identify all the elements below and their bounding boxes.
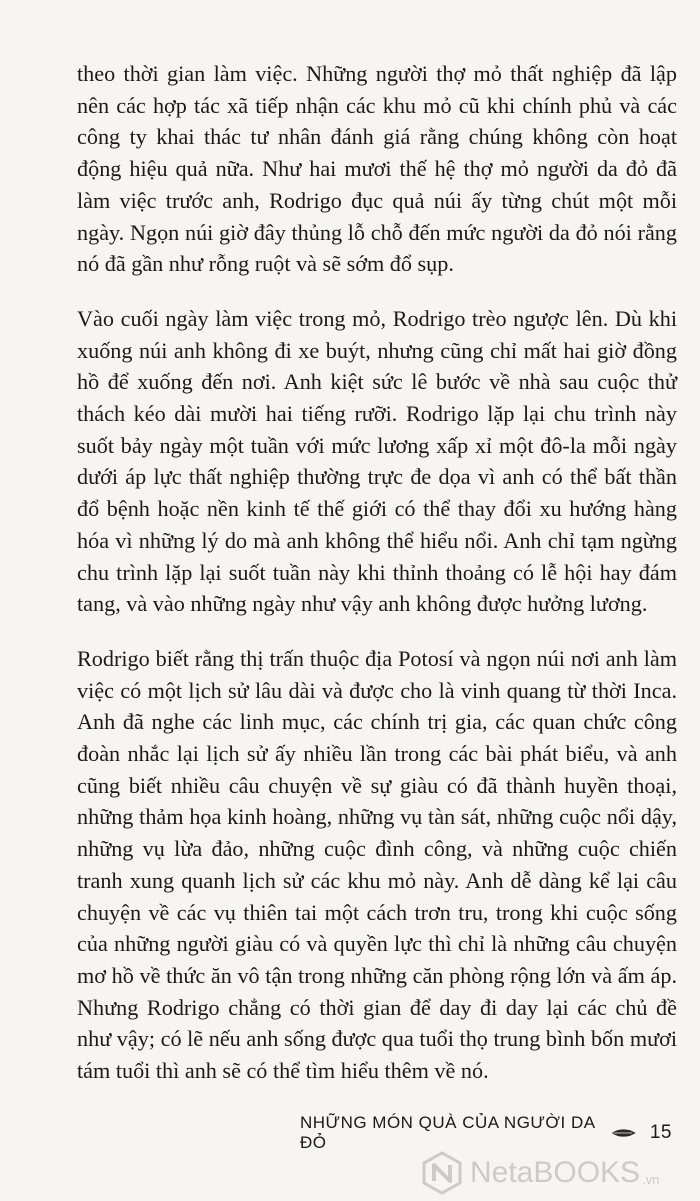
paragraph-1: theo thời gian làm việc. Những người thợ mỏ thất nghiệp đã lập nên các hợp tác xã tiếp nhận các khu mỏ cũ khi chính phủ và các công ty khai thác tư nhân đánh giá rằng chúng không còn hoạt động hiệu quả nữa. Như hai mươi thế hệ thợ mỏ người da đỏ đã làm việc trước anh, Rodrigo đục quả núi ấy từng chút một mỗi ngày. Ngọn núi giờ đây thủng lỗ chỗ đến mức người da đỏ nói rằng nó đã gần như rỗng ruột và sẽ sớm đổ sụp. bbox=[77, 61, 677, 277]
running-footer bbox=[300, 1113, 672, 1152]
paragraph-2: Vào cuối ngày làm việc trong mỏ, Rodrigo trèo ngược lên. Dù khi xuống núi anh không đi xe buýt, nhưng cũng chỉ mất hai giờ đồng hồ để xuống đến nơi. Anh kiệt sức lê bước về nhà sau cuộc thử thách kéo dài mười hai tiếng rưỡi. Rodrigo lặp lại chu trình này suốt bảy ngày một tuần với mức lương xấp xỉ một đô-la mỗi ngày dưới áp lực thất nghiệp thường trực đe dọa vì anh có thể bất thần đổ bệnh hoặc nền kinh tế thế giới có thể thay đổi xu hướng hàng hóa vì những lý do mà anh không thể hiểu nổi. Anh chỉ tạm ngừng chu trình lặp lại suốt tuần này khi thỉnh thoảng có lễ hội hay đám tang, và vào những ngày như vậy anh không được hưởng lương. bbox=[77, 305, 677, 617]
page-number: 15 bbox=[649, 1122, 672, 1143]
body-text bbox=[77, 58, 677, 1110]
paragraph-3: Rodrigo biết rằng thị trấn thuộc địa Potosí và ngọn núi nơi anh làm việc có một lịch sử lâu dài và được cho là vinh quang từ thời Inca. Anh đã nghe các linh mục, các chính trị gia, các quan chức công đoàn nhắc lại lịch sử ấy nhiều lần trong các bài phát biểu, và anh cũng biết nhiều câu chuyện về sự giàu có đã thành huyền thoại, những thảm họa kinh hoàng, những vụ tàn sát, những cuộc nổi dậy, những vụ lừa đảo, những cuộc đình công, và những cuộc chiến tranh xung quanh lịch sử các khu mỏ này. Anh dễ dàng kể lại câu chuyện về các vụ thiên tai một cách trơn tru, trong khi cuộc sống của những người giàu có và quyền lực thì chỉ là những câu chuyện mơ hồ về thức ăn vô tận trong những căn phòng rộng lớn và ấm áp. Nhưng Rodrigo chẳng có thời gian để day đi day lại các chủ đề như vậy; có lẽ nếu anh sống được qua tuổi thọ trung bình bốn mươi tám tuổi thì anh sẽ có thể tìm hiểu thêm về nó. bbox=[77, 645, 677, 1084]
running-title: NHỮNG MÓN QUÀ CỦA NGƯỜI DA ĐỎ bbox=[300, 1113, 595, 1152]
netabooks-logo-icon bbox=[420, 1151, 464, 1195]
watermark-suffix: .vn bbox=[642, 1171, 660, 1187]
watermark-brand: NetaBOOKS bbox=[470, 1156, 641, 1189]
feather-ornament-icon bbox=[610, 1127, 638, 1139]
watermark bbox=[420, 1145, 700, 1201]
